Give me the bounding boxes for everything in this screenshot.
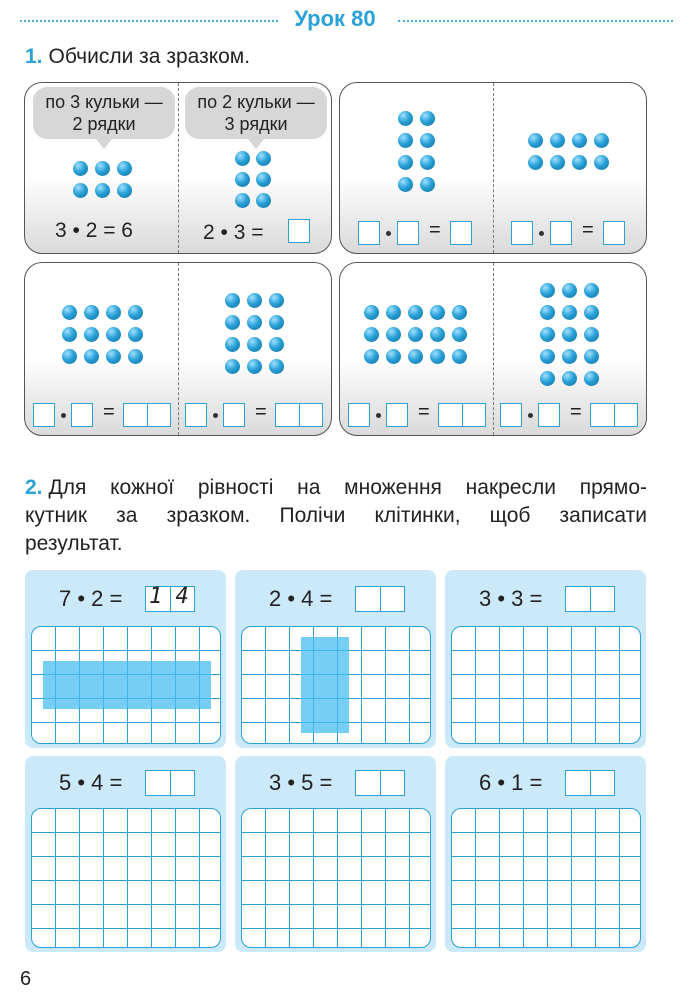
ball: [95, 161, 110, 176]
ball: [269, 293, 284, 308]
ball: [364, 349, 379, 364]
ball: [73, 183, 88, 198]
factor-box[interactable]: [358, 221, 380, 245]
ball: [420, 111, 435, 126]
factor-box[interactable]: [550, 221, 572, 245]
equals-sign: =: [582, 219, 594, 241]
factor-box[interactable]: [33, 403, 55, 427]
ball: [128, 349, 143, 364]
example2-equation: 2 • 3 =: [203, 221, 264, 244]
answer-box-two-digit[interactable]: [590, 403, 638, 427]
ball: [398, 177, 413, 192]
example1-equation: 3 • 2 = 6: [55, 219, 133, 242]
ball: [386, 327, 401, 342]
shaded-rectangle: [43, 661, 211, 709]
ball: [562, 349, 577, 364]
exercise-card-4: [339, 262, 647, 436]
equals-sign: =: [103, 401, 115, 423]
grid-panel-3: [445, 570, 646, 748]
answer-box-two-digit[interactable]: [123, 403, 171, 427]
equals-sign: =: [570, 401, 582, 423]
exercise-card-2: [339, 82, 647, 254]
ball: [247, 337, 262, 352]
ball: [572, 155, 587, 170]
ball: [540, 349, 555, 364]
grid-1[interactable]: [31, 626, 221, 744]
example2-bubble-line2: 3 рядки: [224, 114, 288, 134]
ball: [106, 349, 121, 364]
header-rule-left: [20, 20, 278, 23]
ball: [364, 327, 379, 342]
handwritten-answer: 1 4: [149, 584, 189, 609]
ball: [584, 349, 599, 364]
ball: [225, 359, 240, 374]
grid-panel-2: [235, 570, 436, 748]
panel-equation: 3 • 3 =: [479, 586, 543, 611]
answer-box[interactable]: [603, 221, 625, 245]
multiply-dot: [386, 231, 391, 236]
answer-box[interactable]: [450, 221, 472, 245]
ball: [95, 183, 110, 198]
equals-sign: =: [429, 219, 441, 241]
answer-box-two-digit[interactable]: [275, 403, 323, 427]
ball: [117, 161, 132, 176]
example1-bubble-line1: по 3 кульки —: [45, 92, 163, 112]
grid-5[interactable]: [241, 808, 431, 948]
ball: [550, 155, 565, 170]
ball: [398, 155, 413, 170]
ball: [269, 315, 284, 330]
shaded-rectangle: [301, 637, 349, 733]
ball: [594, 133, 609, 148]
ball: [386, 349, 401, 364]
ball: [128, 327, 143, 342]
ball: [225, 337, 240, 352]
ball: [84, 327, 99, 342]
ball: [62, 327, 77, 342]
ball: [540, 371, 555, 386]
card-divider: [493, 263, 494, 435]
multiply-dot: [376, 413, 381, 418]
ball: [106, 327, 121, 342]
task2-heading: [25, 474, 647, 558]
factor-box[interactable]: [223, 403, 245, 427]
task1-number: 1.: [25, 45, 43, 68]
ball: [562, 305, 577, 320]
ball: [247, 359, 262, 374]
ball: [398, 133, 413, 148]
exercise-card-3: [24, 262, 332, 436]
grid-6[interactable]: [451, 808, 641, 948]
example1-bubble-line2: 2 рядки: [72, 114, 136, 134]
example1-bubble: [33, 87, 175, 139]
multiply-dot: [539, 231, 544, 236]
task2-text-line3: результат.: [25, 532, 123, 555]
ball: [452, 305, 467, 320]
grid-panel-6: [445, 756, 646, 952]
ball: [84, 349, 99, 364]
ball: [562, 283, 577, 298]
panel-equation: 5 • 4 =: [59, 770, 123, 795]
ball: [452, 327, 467, 342]
task1-heading: [25, 43, 250, 71]
multiply-dot: [213, 413, 218, 418]
ball: [269, 337, 284, 352]
grid-2[interactable]: [241, 626, 431, 744]
answer-box-two-digit[interactable]: [438, 403, 486, 427]
ball: [386, 305, 401, 320]
equals-sign: =: [255, 401, 267, 423]
ball: [452, 349, 467, 364]
grid-4[interactable]: [31, 808, 221, 948]
grid-panel-1: [25, 570, 226, 748]
multiply-dot: [61, 413, 66, 418]
header-rule-right: [398, 20, 673, 23]
ball: [73, 161, 88, 176]
factor-box[interactable]: [500, 403, 522, 427]
ball: [247, 315, 262, 330]
task2-text-line1: Для кожної рівності на множення накресли прямо-: [48, 476, 647, 499]
factor-box[interactable]: [511, 221, 533, 245]
ball: [256, 193, 271, 208]
card-divider: [178, 263, 179, 435]
ball: [562, 371, 577, 386]
lesson-title: Урок 80: [294, 6, 376, 31]
card-divider: [493, 83, 494, 253]
card-divider: [178, 83, 179, 253]
factor-box[interactable]: [397, 221, 419, 245]
answer-box-two-digit[interactable]: [355, 586, 405, 612]
factor-box[interactable]: [386, 403, 408, 427]
factor-box[interactable]: [71, 403, 93, 427]
ball: [235, 172, 250, 187]
ball: [562, 327, 577, 342]
equals-sign: =: [418, 401, 430, 423]
ball: [398, 111, 413, 126]
ball: [225, 293, 240, 308]
ball: [572, 133, 587, 148]
ball: [540, 283, 555, 298]
ball: [128, 305, 143, 320]
ball: [584, 327, 599, 342]
ball: [430, 349, 445, 364]
ball: [540, 327, 555, 342]
answer-box-two-digit[interactable]: [565, 586, 615, 612]
task2-number: 2.: [25, 476, 43, 499]
ball: [256, 172, 271, 187]
ball: [364, 305, 379, 320]
factor-box[interactable]: [348, 403, 370, 427]
factor-box[interactable]: [538, 403, 560, 427]
grid-panel-5: [235, 756, 436, 952]
ball: [62, 305, 77, 320]
ball: [408, 305, 423, 320]
answer-box-two-digit[interactable]: [145, 770, 195, 796]
ball: [235, 193, 250, 208]
ball: [584, 371, 599, 386]
example2-bubble-line1: по 2 кульки —: [197, 92, 315, 112]
ball: [420, 133, 435, 148]
page-number: 6: [20, 968, 32, 990]
answer-box-two-digit[interactable]: [565, 770, 615, 796]
ball: [256, 151, 271, 166]
ball: [584, 283, 599, 298]
ball: [408, 349, 423, 364]
ball: [247, 293, 262, 308]
panel-equation: 3 • 5 =: [269, 770, 333, 795]
task2-line1: [25, 474, 647, 502]
panel-equation: 6 • 1 =: [479, 770, 543, 795]
example-card: [24, 82, 332, 254]
example2-bubble: [185, 87, 327, 139]
task2-text-line2: кутник за зразком. Полічи клітинки, щоб записати: [25, 504, 647, 527]
ball: [269, 359, 284, 374]
ball: [430, 327, 445, 342]
ball: [528, 133, 543, 148]
ball: [528, 155, 543, 170]
ball: [117, 183, 132, 198]
factor-box[interactable]: [185, 403, 207, 427]
task1-text: Обчисли за зразком.: [48, 45, 251, 68]
ball: [225, 315, 240, 330]
grid-3[interactable]: [451, 626, 641, 744]
multiply-dot: [528, 413, 533, 418]
ball: [430, 305, 445, 320]
ball: [594, 155, 609, 170]
ball: [62, 349, 77, 364]
ball: [584, 305, 599, 320]
ball: [540, 305, 555, 320]
panel-equation: 2 • 4 =: [269, 586, 333, 611]
answer-box-two-digit[interactable]: [355, 770, 405, 796]
ball: [420, 177, 435, 192]
ball: [106, 305, 121, 320]
ball: [84, 305, 99, 320]
ball: [420, 155, 435, 170]
answer-box[interactable]: [288, 219, 310, 243]
grid-panel-4: [25, 756, 226, 952]
ball: [235, 151, 250, 166]
panel-equation: 7 • 2 =: [59, 586, 123, 611]
ball: [408, 327, 423, 342]
ball: [550, 133, 565, 148]
